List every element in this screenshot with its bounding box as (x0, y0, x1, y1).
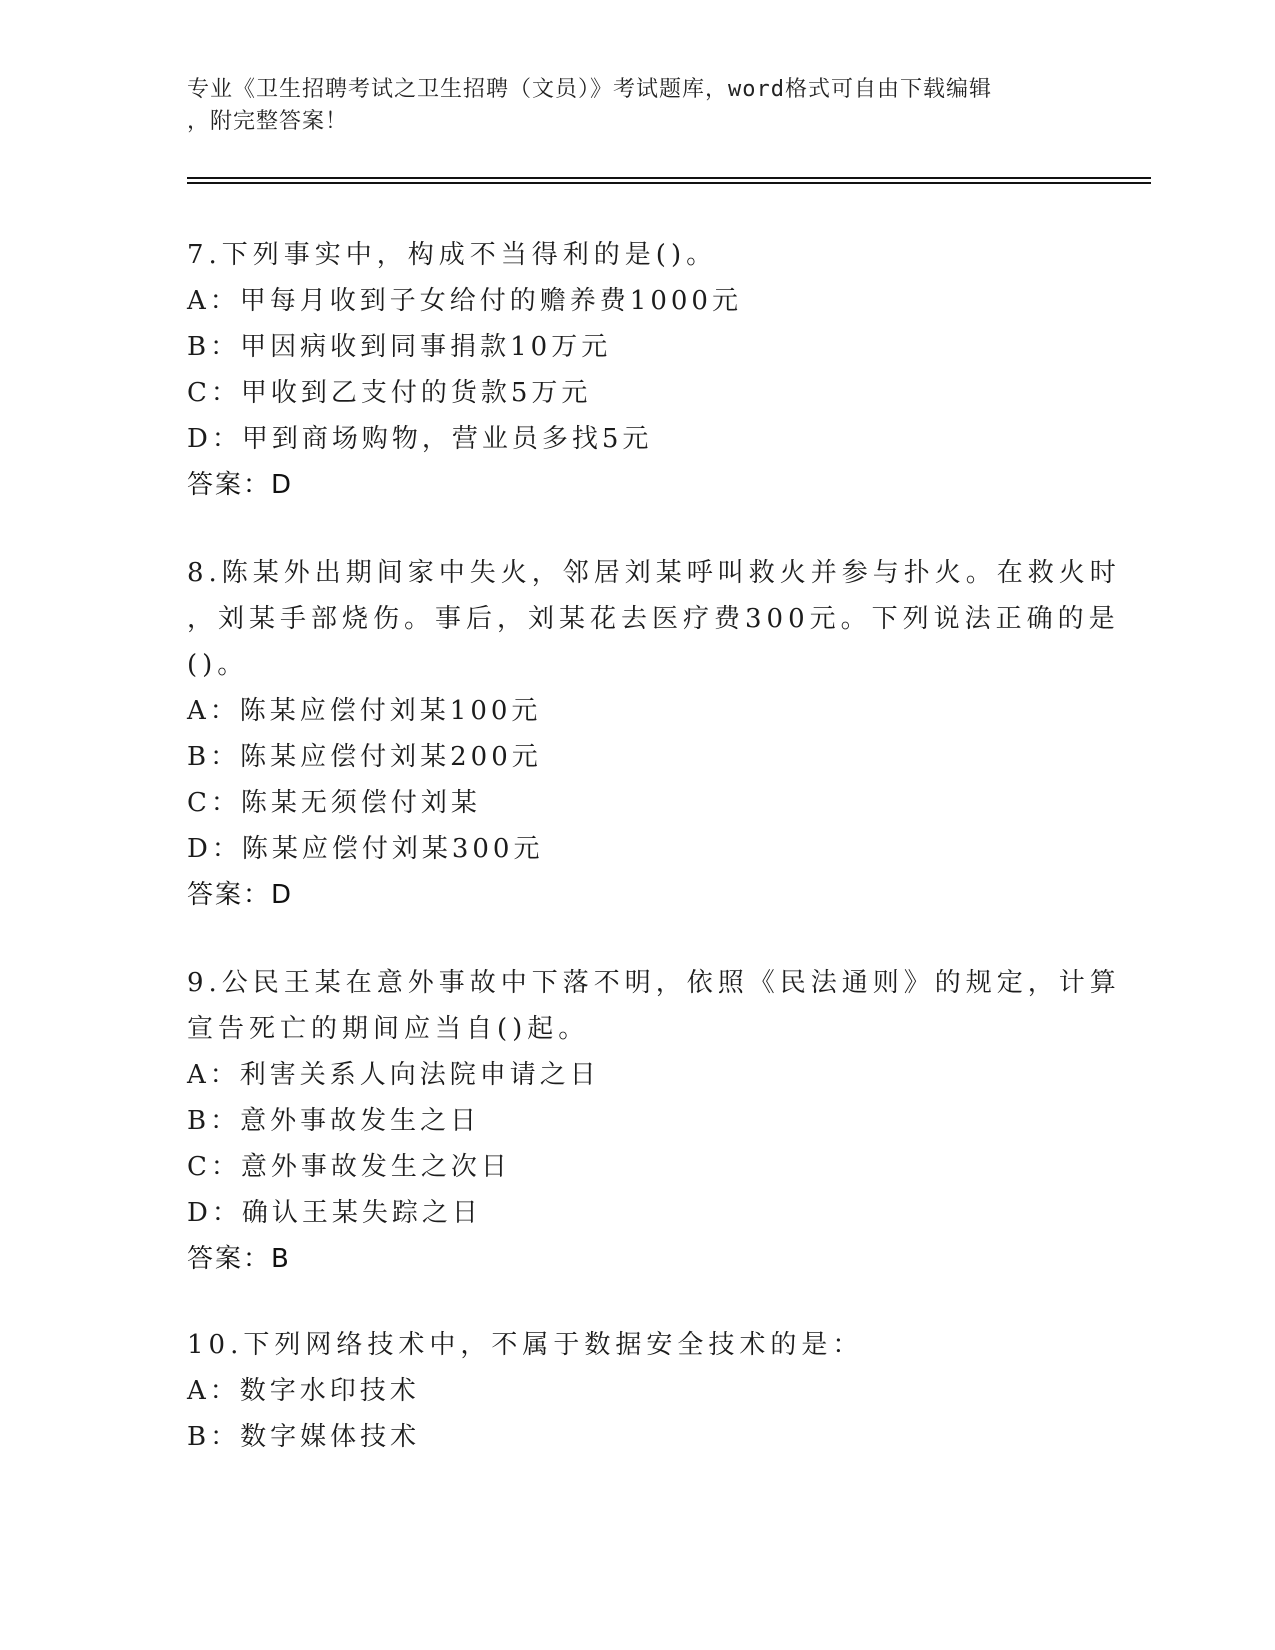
question-9 (187, 960, 1121, 1282)
document-header (187, 74, 1067, 138)
option-d: D：陈某应偿付刘某300元 (187, 834, 544, 864)
stem-line: ，刘某手部烧伤。事后，刘某花去医疗费300元。下列说法正确的是 (187, 604, 1120, 634)
question-7 (187, 232, 1067, 508)
option-d: D：确认王某失踪之日 (187, 1198, 482, 1228)
option-b: B：意外事故发生之日 (187, 1106, 481, 1136)
header-line-1: 专业《卫生招聘考试之卫生招聘（文员）》考试题库，word格式可自由下载编辑 (187, 77, 992, 102)
option-b: B：陈某应偿付刘某200元 (187, 742, 542, 772)
question-stem (187, 232, 1067, 278)
option-a: A：数字水印技术 (187, 1376, 420, 1406)
stem-line: 宣告死亡的期间应当自()起。 (187, 1014, 590, 1044)
option-b: B：数字媒体技术 (187, 1422, 421, 1452)
option-a: A：陈某应偿付刘某100元 (187, 696, 542, 726)
option-c: C：意外事故发生之次日 (187, 1152, 511, 1182)
question-8 (187, 550, 1121, 918)
stem-line: ()。 (187, 650, 249, 680)
option-a: A：利害关系人向法院申请之日 (187, 1060, 600, 1090)
option-c: C：甲收到乙支付的货款5万元 (187, 378, 592, 408)
header-line-2: ，附完整答案！ (187, 109, 349, 134)
answer-label: 答案：D (187, 880, 294, 910)
header-divider-bottom (187, 182, 1151, 184)
question-stem (187, 550, 1121, 688)
stem-line: 9.公民王某在意外事故中下落不明，依照《民法通则》的规定，计算 (187, 968, 1121, 998)
question-stem (187, 1322, 1067, 1368)
option-a: A：甲每月收到子女给付的赡养费1000元 (187, 286, 742, 316)
option-b: B：甲因病收到同事捐款10万元 (187, 332, 612, 362)
answer-label: 答案：D (187, 470, 294, 500)
answer-label: 答案：B (187, 1244, 291, 1274)
header-divider-top (187, 177, 1151, 179)
question-stem (187, 960, 1121, 1052)
stem-line: 8.陈某外出期间家中失火，邻居刘某呼叫救火并参与扑火。在救火时 (187, 558, 1121, 588)
stem-line: 10.下列网络技术中，不属于数据安全技术的是： (187, 1330, 864, 1360)
option-c: C：陈某无须偿付刘某 (187, 788, 481, 818)
question-10 (187, 1322, 1067, 1460)
stem-line: 7.下列事实中，构成不当得利的是()。 (187, 240, 718, 270)
option-d: D：甲到商场购物，营业员多找5元 (187, 424, 653, 454)
